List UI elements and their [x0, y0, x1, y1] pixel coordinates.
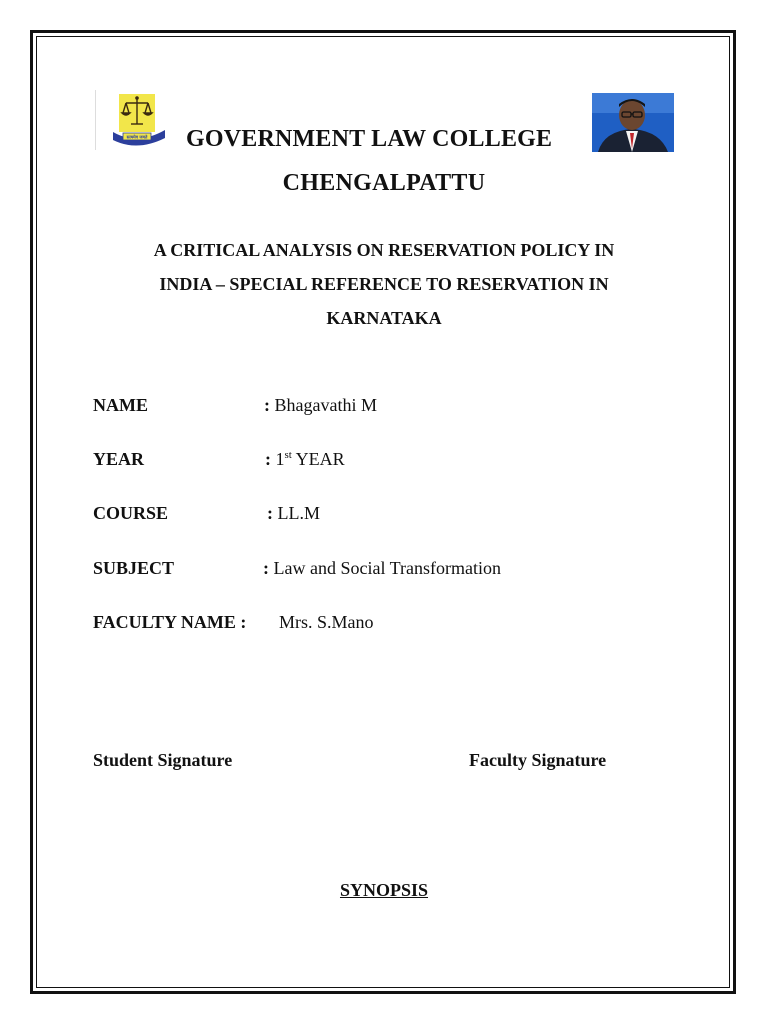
- faculty-signature-label: Faculty Signature: [469, 750, 607, 770]
- student-signature-label: Student Signature: [93, 750, 233, 770]
- name-colon: :: [264, 395, 270, 415]
- course-value-row: [267, 503, 320, 524]
- course-colon: :: [267, 503, 273, 523]
- name-value: Bhagavathi M: [274, 395, 377, 415]
- year-value-suffix: st: [284, 449, 292, 461]
- year-value-number: 1: [275, 449, 285, 469]
- year-label: YEAR: [93, 449, 145, 469]
- college-city: CHENGALPATTU: [282, 170, 486, 196]
- logo-motto-text: सत्यमेव जयते: [126, 134, 148, 140]
- faculty-name-value: Mrs. S.Mano: [279, 612, 374, 632]
- year-value-rest: YEAR: [291, 449, 345, 469]
- name-value-row: [264, 395, 377, 416]
- college-emblem-icon: [95, 88, 175, 152]
- college-name: GOVERNMENT LAW COLLEGE: [186, 126, 553, 152]
- name-label: NAME: [93, 395, 148, 415]
- subject-value-row: [263, 558, 501, 579]
- title-line-3: KARNATAKA: [326, 308, 442, 328]
- subject-value: Law and Social Transformation: [273, 558, 501, 578]
- subject-label: SUBJECT: [93, 558, 175, 578]
- faculty-name-label: FACULTY NAME :: [93, 612, 247, 632]
- synopsis-heading: SYNOPSIS: [339, 880, 429, 900]
- year-value-row: [265, 449, 345, 470]
- subject-colon: :: [263, 558, 269, 578]
- portrait-photo-icon: [592, 93, 674, 152]
- course-label: COURSE: [93, 503, 169, 523]
- title-line-1: A CRITICAL ANALYSIS ON RESERVATION POLICY IN: [153, 240, 615, 260]
- title-line-2: INDIA – SPECIAL REFERENCE TO RESERVATION IN: [159, 274, 609, 294]
- course-value: LL.M: [277, 503, 320, 523]
- year-colon: :: [265, 449, 271, 469]
